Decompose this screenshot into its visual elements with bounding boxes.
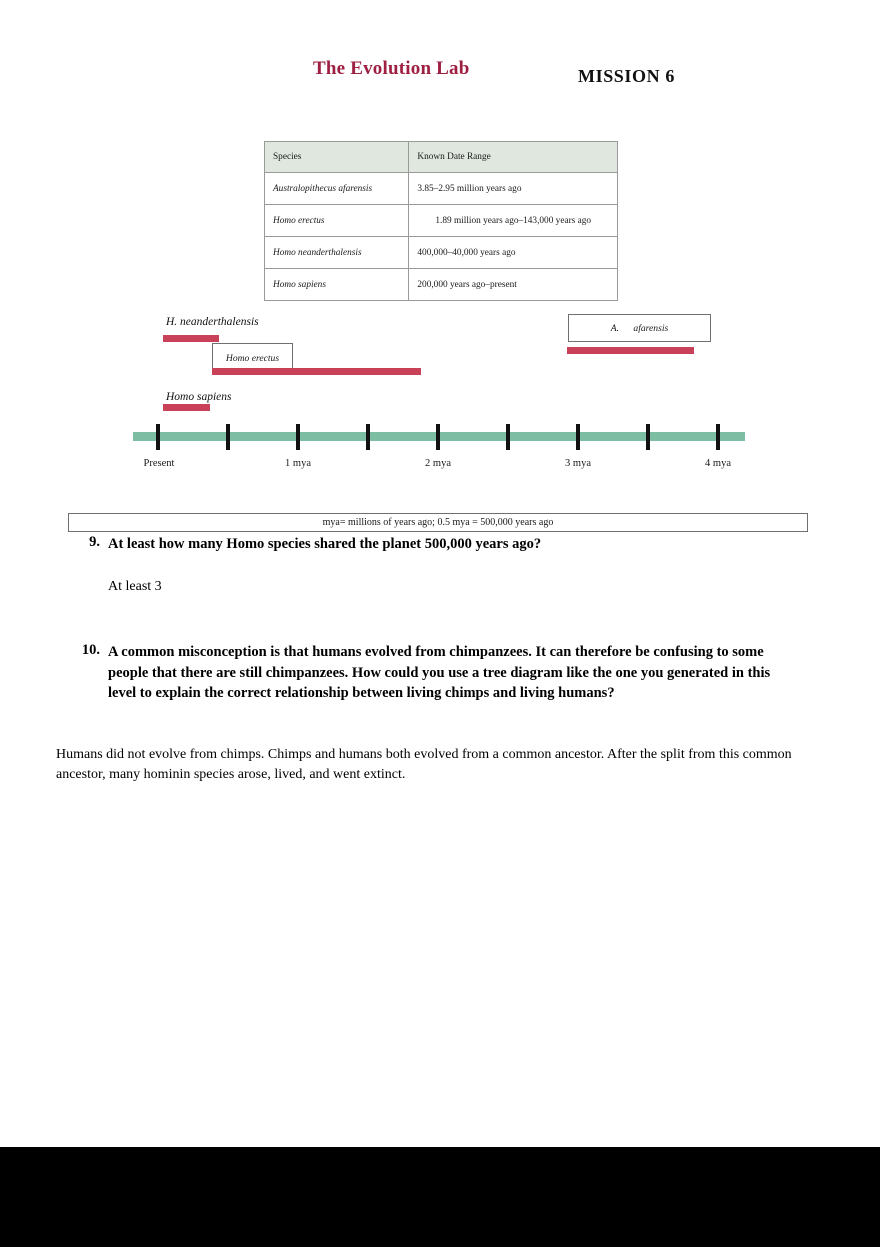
table-row [265, 269, 618, 301]
table-row [265, 205, 618, 237]
cell-date-range: 1.89 million years ago–143,000 years ago [409, 205, 618, 237]
range-bar-neanderthalensis [163, 335, 219, 342]
table-header-row [265, 142, 618, 173]
axis-label-1mya: 1 mya [285, 458, 311, 469]
axis-tick-4 [436, 424, 440, 450]
axis-label-2mya: 2 mya [425, 458, 451, 469]
page-title: The Evolution Lab [313, 58, 470, 79]
answer-9: At least 3 [108, 579, 162, 594]
range-bar-sapiens [163, 404, 210, 411]
table-body [265, 173, 618, 301]
axis-tick-6 [576, 424, 580, 450]
question-10 [78, 642, 808, 704]
axis-tick-0 [156, 424, 160, 450]
timeline-label-sapiens: Homo sapiens [166, 391, 232, 403]
question-10-number: 10. [81, 642, 100, 658]
timeline-label-neanderthalensis: H. neanderthalensis [166, 316, 259, 328]
column-header-date-range: Known Date Range [409, 142, 618, 173]
table-row [265, 173, 618, 205]
question-10-text: A common misconception is that humans evolved from chimpanzees. It can therefore be confusing to some people that there are still chimpanzees. How could you use a tree diagram like the one you generated in this level to explain the correct relationship between living chimps and living humans? [108, 644, 771, 702]
axis-tick-7 [646, 424, 650, 450]
question-9-number: 9. [89, 534, 100, 550]
table-row [265, 237, 618, 269]
cell-species: Homo neanderthalensis [265, 237, 409, 269]
column-header-species: Species [265, 142, 409, 173]
question-9-text: At least how many Homo species shared the planet 500,000 years ago? [108, 536, 542, 552]
answer-10: Humans did not evolve from chimps. Chimps and humans both evolved from a common ancestor. After the split from this common ancestor, many hominin species arose, lived, and went extinct. [56, 747, 792, 782]
species-timeline-diagram [0, 305, 880, 485]
timeline-caption-text: mya= millions of years ago; 0.5 mya = 500,000 years ago [322, 517, 554, 528]
cell-date-range: 400,000–40,000 years ago [409, 237, 618, 269]
species-date-range-table [264, 141, 618, 301]
axis-tick-8 [716, 424, 720, 450]
axis-tick-3 [366, 424, 370, 450]
cell-date-range: 3.85–2.95 million years ago [409, 173, 618, 205]
question-9 [78, 534, 778, 555]
page-header [0, 58, 880, 98]
axis-label-present: Present [143, 458, 175, 469]
axis-label-4mya: 4 mya [705, 458, 731, 469]
timeline-label-erectus: Homo erectus [225, 353, 280, 364]
cell-species: Australopithecus afarensis [265, 173, 409, 205]
page-bottom-band [0, 1147, 880, 1247]
axis-tick-1 [226, 424, 230, 450]
timeline-label-afarensis: A. afarensis [610, 322, 669, 334]
cell-species: Homo sapiens [265, 269, 409, 301]
axis-label-3mya: 3 mya [565, 458, 591, 469]
cell-species: Homo erectus [265, 205, 409, 237]
range-bar-afarensis [567, 347, 694, 354]
axis-tick-5 [506, 424, 510, 450]
cell-date-range: 200,000 years ago–present [409, 269, 618, 301]
mission-title: MISSION 6 [578, 66, 675, 86]
axis-tick-2 [296, 424, 300, 450]
timeline-caption-box [68, 513, 808, 532]
timeline-label-box-afarensis [568, 314, 711, 342]
range-bar-erectus [212, 368, 421, 375]
